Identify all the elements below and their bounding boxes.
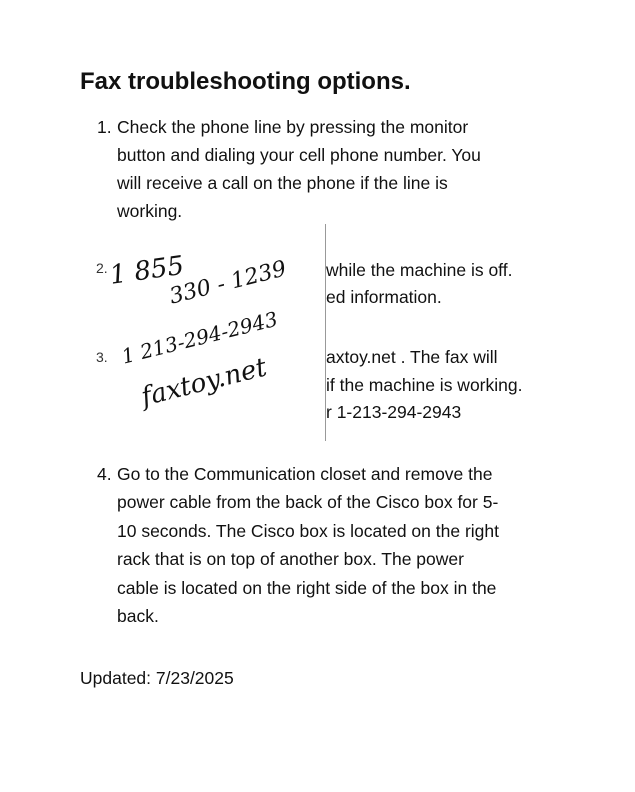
item-3-line: r 1-213-294-2943 <box>326 402 462 422</box>
item-3-text: . The fax will <box>400 347 498 367</box>
item-number-2-partial: 2. <box>96 260 108 276</box>
page-title: Fax troubleshooting options. <box>80 68 411 95</box>
item-4-line: power cable from the back of the Cisco box for 5- <box>117 492 499 512</box>
item-number-3-partial: 3. <box>96 349 108 365</box>
item-4-line: back. <box>117 606 159 626</box>
item-4-line: rack that is on top of another box. The power <box>117 549 464 569</box>
faxtoy-link[interactable]: axtoy.net <box>326 347 396 367</box>
handwritten-330-1239: 330 - 1239 <box>166 256 289 310</box>
item-4-line: 10 seconds. The Cisco box is located on the right <box>117 521 499 541</box>
item-2-line: while the machine is off. <box>326 260 513 280</box>
item-3-line: if the machine is working. <box>326 375 523 395</box>
item-4-line: Go to the Communication closet and remove the <box>117 464 493 484</box>
item-1-line: will receive a call on the phone if the line is <box>117 173 448 193</box>
item-1-line: button and dialing your cell phone number. You <box>117 145 481 165</box>
updated-date: Updated: 7/23/2025 <box>80 668 234 688</box>
item-number: 4. <box>97 464 112 484</box>
item-1-line: working. <box>117 201 183 221</box>
item-2-line: ed information. <box>326 287 442 307</box>
handwritten-phone: 1 213-294-2943 <box>119 306 280 369</box>
item-1-line: Check the phone line by pressing the monitor <box>117 117 469 137</box>
item-number: 1. <box>97 117 112 137</box>
item-4-line: cable is located on the right side of the box in the <box>117 578 497 598</box>
item-3-line <box>326 347 498 368</box>
handwritten-faxtoy: faxtoy.net <box>138 352 270 413</box>
handwritten-855: 1 855 <box>107 250 186 291</box>
handwritten-sticky-note <box>92 224 326 441</box>
